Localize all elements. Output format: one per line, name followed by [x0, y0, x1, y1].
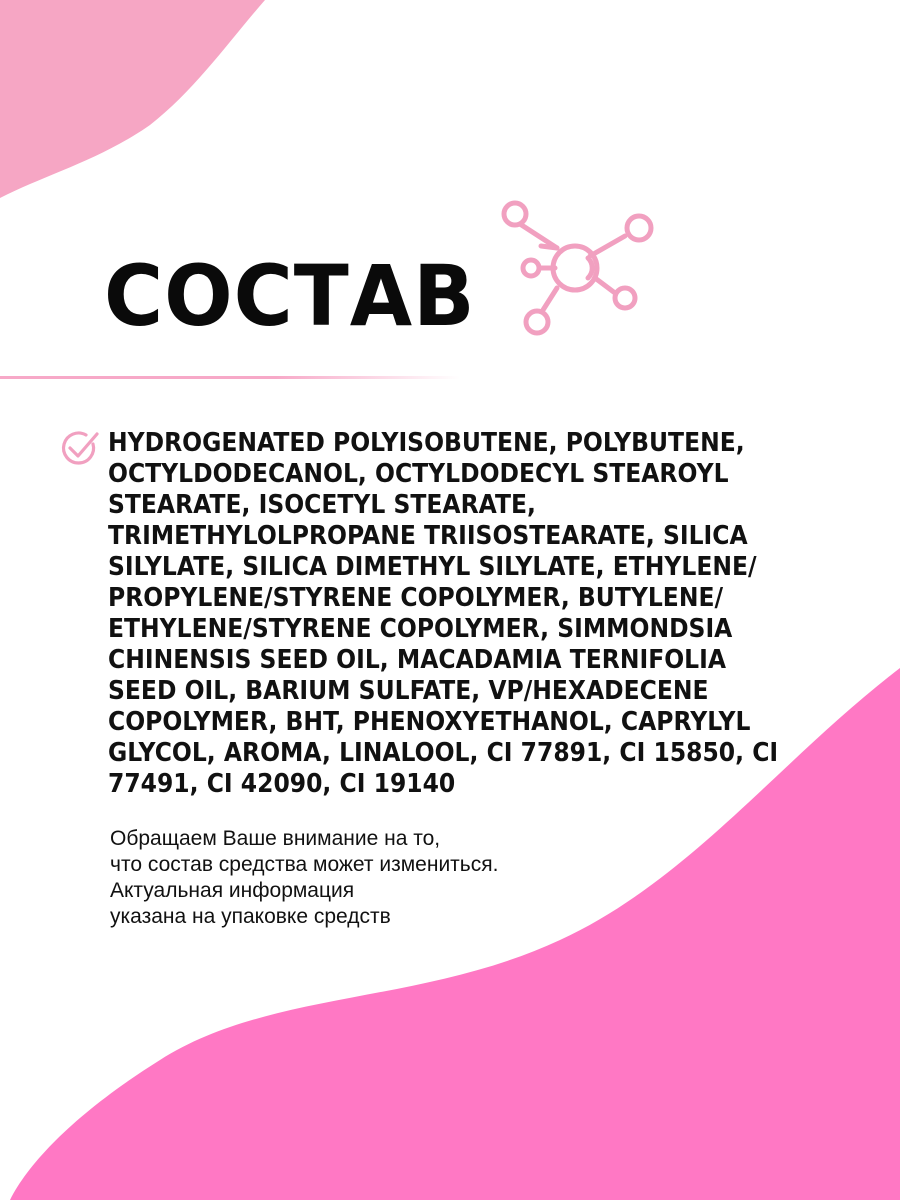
note-line: Актуальная информация	[110, 879, 355, 902]
header-divider	[0, 376, 460, 379]
molecule-icon	[495, 188, 665, 348]
disclaimer-note	[110, 826, 498, 930]
ingredients-list: HYDROGENATED POLYISOBUTENE, POLYBUTENE, OCTYLDODECANOL, OCTYLDODECYL STEAROYL STEARATE, ISOCETYL STEARATE, TRIMETHYLOLPROPANE TRIISOSTEARATE, SILICA SILYLATE, SILICA DIMETHYL SILYLATE, ETHYLENE/ PROPYLENE/STYRENE COPOLYMER, BUTYLENE/ ETHYLENE/STYRENE COPOLYMER, SIMMONDSIA CHINENSIS SEED OIL, MACADAMIA TERNIFOLIA SEED OIL, BARIUM SULFATE, VP/HEXADECENE COPOLYMER, BHT, PHENOXYETHANOL, CAPRYLYL GLYCOL, AROMA, LINALOOL, CI 77891, CI 15850, CI 77491, CI 42090, CI 19140	[108, 428, 779, 799]
note-line: указана на упаковке средств	[110, 905, 391, 928]
check-circle-icon	[60, 428, 100, 468]
page-title: СОСТАВ	[104, 247, 476, 345]
note-line: что состав средства может измениться.	[110, 853, 499, 876]
note-line: Обращаем Ваше внимание на то,	[110, 827, 441, 850]
top-left-pink-wave	[0, 0, 265, 198]
